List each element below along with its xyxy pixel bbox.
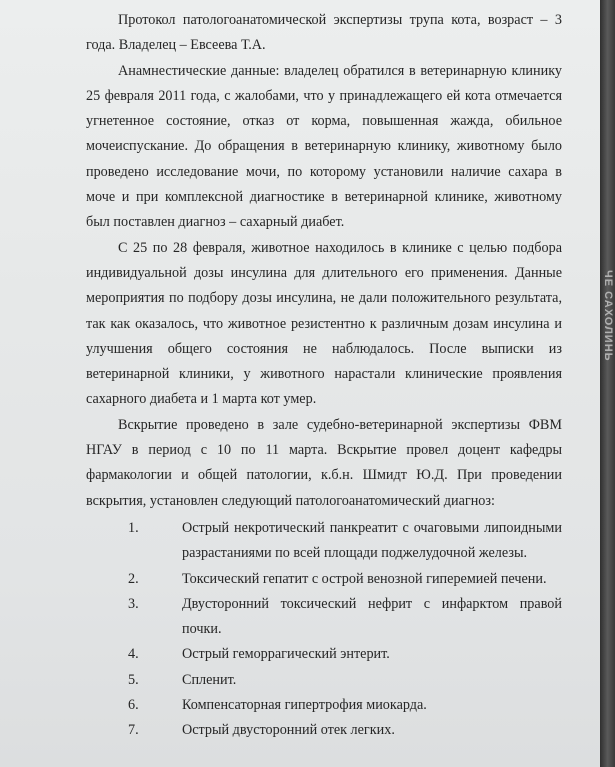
diagnosis-item: [86, 592, 562, 643]
document-body: [86, 8, 562, 744]
diagnosis-text: Спленит.: [182, 671, 237, 688]
book-spine: [600, 0, 615, 767]
diagnosis-text: Острый некротический панкреатит с очаговыми липоидными разрастаниями по всей площади поджелудочной железы.: [182, 519, 562, 562]
diagnosis-item: [86, 567, 562, 592]
diagnosis-number: 7.: [128, 722, 139, 739]
diagnosis-item: [86, 718, 562, 743]
diagnosis-number: 4.: [128, 646, 139, 663]
protocol-title-paragraph: Протокол патологоанатомической экспертизы трупа кота, возраст – 3 года. Владелец – Евсеева Т.А.: [86, 12, 562, 54]
diagnosis-list: [86, 516, 562, 744]
diagnosis-text: Острый двусторонний отек легких.: [182, 722, 395, 739]
anamnesis-paragraph: Анамнестические данные: владелец обратился в ветеринарную клинику 25 февраля 2011 года, с жалобами, что у принадлежащего ей кота отмечается угнетенное состояние, отказ от корма, повышенная жажда, обильное мочеиспускание. До обращения в ветеринарную клинику, животному было проведено исследование мочи, по которому установили наличие сахара в моче и при комплексной диагностике в ветеринарной клинике, животному был поставлен диагноз – сахарный диабет.: [86, 62, 562, 231]
treatment-paragraph: С 25 по 28 февраля, животное находилось в клинике с целью подбора индивидуальной дозы инсулина для длительного его применения. Данные мероприятия по подбору дозы инсулина, не дали положительного результата, так как оказалось, что животное резистентно к различным дозам инсулина и улучшения общего состояния не наблюдалось. После выписки из ветеринарной клиники, у животного нарастали клинические проявления сахарного диабета и 1 марта кот умер.: [86, 239, 562, 408]
spine-label: ЧЕ САХОЛИНЬ: [602, 270, 614, 362]
diagnosis-number: 6.: [128, 697, 139, 714]
diagnosis-number: 1.: [128, 519, 139, 536]
diagnosis-text: Компенсаторная гипертрофия миокарда.: [182, 697, 427, 714]
diagnosis-item: [86, 642, 562, 667]
diagnosis-item: [86, 516, 562, 567]
diagnosis-number: 3.: [128, 595, 139, 612]
diagnosis-item: [86, 693, 562, 718]
diagnosis-item: [86, 668, 562, 693]
diagnosis-number: 5.: [128, 671, 139, 688]
diagnosis-text: Острый геморрагический энтерит.: [182, 646, 390, 663]
diagnosis-number: 2.: [128, 570, 139, 587]
necropsy-paragraph: Вскрытие проведено в зале судебно-ветеринарной экспертизы ФВМ НГАУ в период с 10 по 11 марта. Вскрытие провел доцент кафедры фармакологии и общей патологии, к.б.н. Шмидт Ю.Д. При проведении вскрытия, установлен следующий патологоанатомический диагноз:: [86, 416, 562, 509]
diagnosis-text: Токсический гепатит с острой венозной гиперемией печени.: [182, 570, 547, 587]
diagnosis-text: Двусторонний токсический нефрит с инфарктом правой почки.: [182, 595, 562, 638]
